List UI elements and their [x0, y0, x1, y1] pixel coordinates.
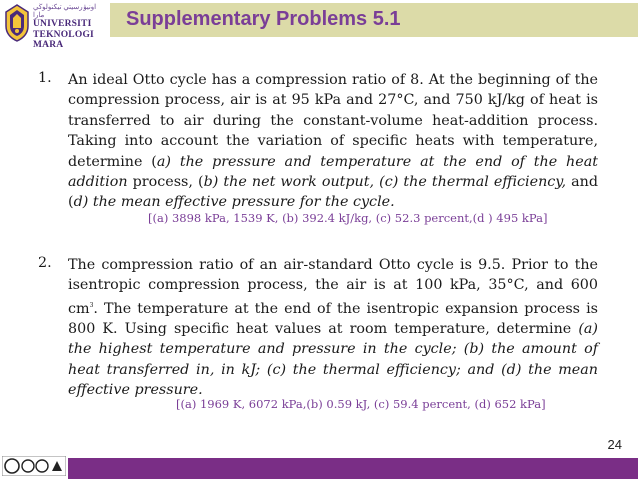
logo-text [33, 3, 109, 51]
slide-title: Supplementary Problems 5.1 [126, 8, 401, 30]
university-logo [4, 2, 108, 50]
text-segment: and ( [68, 174, 599, 211]
text-segment: . The temperature at the end of the isentropic expansion process is 800 K. Using specific heat values at room temperature, determine [68, 300, 598, 337]
answer-1: [(a) 3898 kPa, 1539 K, (b) 392.4 kJ/kg, (c) 52.3 percent,(d ) 495 kPa] [148, 211, 548, 225]
text-segment: An ideal Otto cycle has a compression ratio of 8. At the beginning of the compression process, air is at 95 kPa and 27°C, and 750 kJ/kg of heat is transferred to air during the constant-volume heat-addition process. Taking into account the variation of specific heats with temperature, determine ( [68, 72, 598, 170]
creative-commons-icon [2, 456, 66, 476]
answer-2: [(a) 1969 K, 6072 kPa,(b) 0.59 kJ, (c) 59.4 percent, (d) 652 kPa] [176, 397, 546, 411]
text-segment: process, ( [127, 174, 204, 191]
superscript: 3 [89, 301, 94, 309]
part-label: b [203, 174, 213, 191]
page-number: 24 [607, 437, 622, 452]
title-bar [110, 3, 638, 37]
footer-strip [68, 458, 638, 479]
problem-text [68, 255, 598, 401]
problem-number: 2. [38, 255, 52, 271]
problem-text [68, 70, 598, 213]
part-a-text: ) the pressure and temperature at the end of the heat addition [68, 153, 598, 191]
logo-line-3: MARA [33, 40, 64, 50]
logo-jawi: اونيۏرسيتي تيكنولوڬي مارا [33, 3, 97, 19]
part-d-text: ) the mean effective pressure for the cycle. [82, 194, 395, 211]
uitm-crest-icon [4, 4, 30, 42]
part-label: d [73, 194, 83, 211]
part-label: a [156, 153, 166, 170]
part-b-text: ) the net work output, (c) the thermal efficiency, [212, 174, 567, 191]
text-segment: The compression ratio of an air-standard Otto cycle is 9.5. Prior to the isentropic compression process, the air is at 100 kPa, 35°C, and 600 cm [68, 257, 598, 317]
logo-line-2: TEKNOLOGI [33, 29, 94, 40]
logo-line-1: UNIVERSITI [33, 19, 92, 29]
italic-parts: (a) the highest temperature and pressure in the cycle; (b) the amount of heat transferred in, in kJ; (c) the thermal efficiency; and (d) the mean effective pressure. [68, 320, 598, 399]
problem-number: 1. [38, 70, 52, 86]
